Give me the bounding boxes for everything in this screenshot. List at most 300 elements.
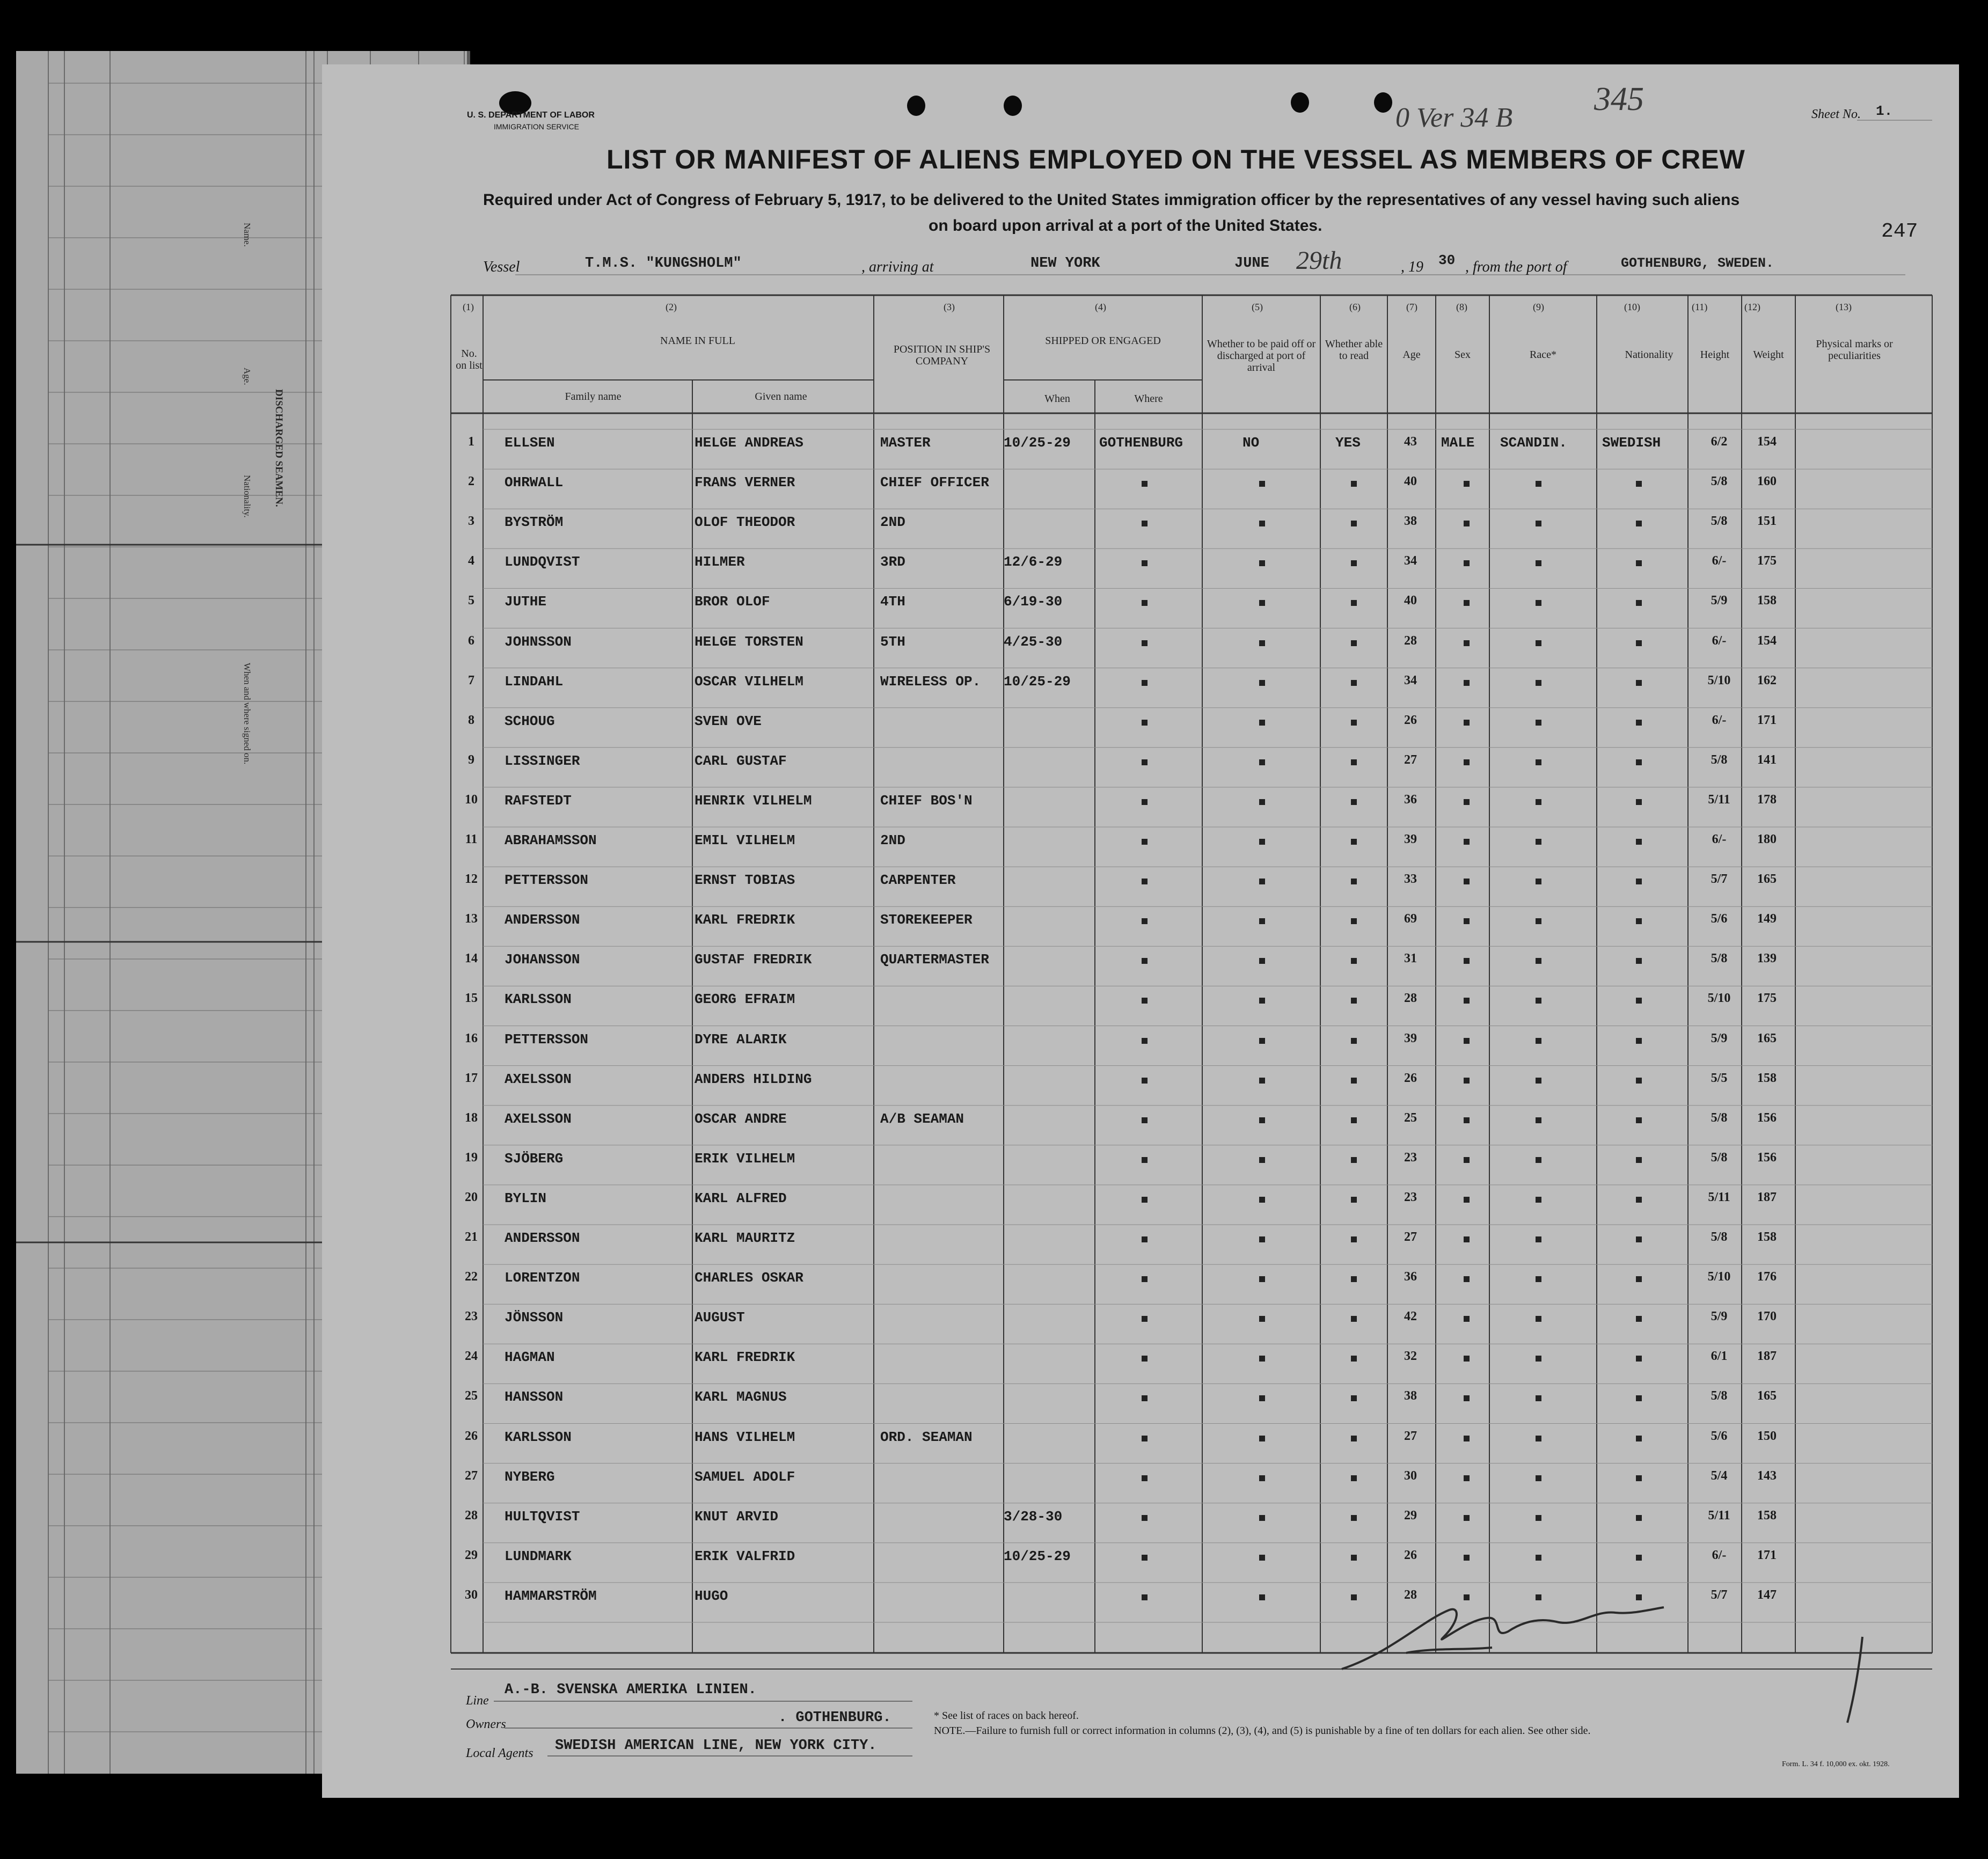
ditto-mark: [1636, 521, 1642, 526]
family-name: AXELSSON: [505, 1071, 572, 1087]
handwritten-reference: 0 Ver 34 B: [1395, 103, 1513, 133]
ditto-mark: [1636, 1236, 1642, 1242]
header-physical-marks: Physical marks or peculiarities: [1816, 338, 1893, 362]
height: 5/9: [1711, 594, 1728, 608]
age: 28: [1404, 1587, 1417, 1602]
given-name: HUGO: [695, 1587, 728, 1604]
ditto-mark: [1464, 1078, 1470, 1084]
engaged-when: 10/25-29: [1004, 673, 1071, 690]
age: 40: [1404, 474, 1417, 489]
family-name: AXELSSON: [505, 1110, 572, 1127]
family-name: HANSSON: [505, 1389, 564, 1406]
height: 5/7: [1711, 872, 1728, 887]
binding-hole: [1291, 92, 1309, 113]
ditto-mark: [1636, 1395, 1642, 1401]
height: 6/-: [1712, 832, 1727, 846]
family-name: KARLSSON: [505, 1429, 572, 1445]
row-number: 23: [465, 1309, 478, 1324]
ditto-mark: [1351, 1078, 1357, 1084]
weight: 170: [1757, 1309, 1777, 1324]
height: 5/8: [1711, 752, 1728, 767]
ship-position: 5TH: [880, 633, 905, 650]
row-number: 26: [465, 1429, 478, 1443]
header-name-in-full: NAME IN FULL: [660, 335, 735, 347]
col-number: (11): [1692, 302, 1708, 312]
height: 5/10: [1707, 991, 1731, 1006]
age: 39: [1404, 1031, 1417, 1045]
owners-label: Owners: [466, 1717, 506, 1731]
ditto-mark: [1536, 759, 1541, 765]
ship-position: ORD. SEAMAN: [880, 1429, 973, 1445]
row-number: 30: [465, 1587, 478, 1602]
ditto-mark: [1636, 879, 1642, 884]
age: 25: [1404, 1110, 1417, 1125]
ditto-mark: [1636, 1555, 1642, 1561]
paid-off-flag: NO: [1242, 435, 1260, 451]
ditto-mark: [1464, 1555, 1470, 1561]
row-number: 6: [468, 633, 474, 648]
vessel-value: T.M.S. "KUNGSHOLM": [585, 255, 742, 272]
ship-position: QUARTERMASTER: [880, 952, 989, 968]
ditto-mark: [1536, 1157, 1541, 1163]
ditto-mark: [1142, 759, 1148, 765]
weight: 165: [1757, 1031, 1777, 1045]
ditto-mark: [1351, 1555, 1357, 1561]
header-position: POSITION IN SHIP'S COMPANY: [893, 343, 991, 367]
col-number: (5): [1252, 302, 1263, 312]
binding-hole: [1004, 96, 1022, 116]
ditto-mark: [1351, 918, 1357, 924]
ditto-mark: [1464, 918, 1470, 924]
subtitle-line-1: Required under Act of Congress of February 5, 1917, to be delivered to the United States immigration officer by the representatives of any vessel having such aliens: [483, 191, 1740, 209]
ditto-mark: [1536, 560, 1541, 566]
ditto-mark: [1536, 799, 1541, 805]
arriving-label: , arriving at: [861, 259, 934, 275]
ship-position: 3RD: [880, 554, 905, 570]
row-number: 4: [468, 554, 474, 568]
weight: 162: [1757, 673, 1777, 687]
row-number: 17: [465, 1071, 478, 1085]
ditto-mark: [1464, 481, 1470, 487]
header-no-on-list: No. on list: [456, 348, 483, 371]
ditto-mark: [1636, 1038, 1642, 1044]
ditto-mark: [1536, 600, 1541, 606]
ditto-mark: [1351, 998, 1357, 1004]
age: 36: [1404, 1270, 1417, 1284]
family-name: HAGMAN: [505, 1349, 555, 1366]
weight: 187: [1757, 1349, 1777, 1364]
given-name: EMIL VILHELM: [695, 832, 795, 848]
engaged-when: 6/19-30: [1004, 594, 1063, 610]
age: 34: [1404, 554, 1417, 568]
col-number: (8): [1456, 302, 1467, 312]
ditto-mark: [1536, 481, 1541, 487]
able-to-read: YES: [1335, 435, 1361, 451]
ditto-mark: [1142, 839, 1148, 845]
agents-label: Local Agents: [466, 1746, 533, 1760]
ditto-mark: [1636, 481, 1642, 487]
family-name: SJÖBERG: [505, 1150, 564, 1167]
weight: 149: [1757, 912, 1777, 926]
ditto-mark: [1259, 720, 1265, 726]
port-value: GOTHENBURG, SWEDEN.: [1621, 255, 1774, 271]
row-number: 29: [465, 1548, 478, 1562]
ditto-mark: [1142, 1594, 1148, 1600]
race: SCANDIN.: [1500, 435, 1567, 451]
given-name: KARL FREDRIK: [695, 912, 795, 928]
ditto-mark: [1142, 1395, 1148, 1401]
ditto-mark: [1142, 1197, 1148, 1203]
ditto-mark: [1464, 720, 1470, 726]
weight: 158: [1757, 594, 1777, 608]
age: 32: [1404, 1349, 1417, 1364]
given-name: KARL MAURITZ: [695, 1230, 795, 1246]
ditto-mark: [1636, 958, 1642, 964]
ditto-mark: [1464, 1197, 1470, 1203]
ditto-mark: [1259, 958, 1265, 964]
ditto-mark: [1351, 1316, 1357, 1322]
page-title: LIST OR MANIFEST OF ALIENS EMPLOYED ON THE VESSEL AS MEMBERS OF CREW: [606, 144, 1745, 174]
height: 5/9: [1711, 1309, 1728, 1324]
family-name: OHRWALL: [505, 474, 564, 491]
ditto-mark: [1464, 640, 1470, 646]
ditto-mark: [1464, 1356, 1470, 1362]
col-number: (12): [1744, 302, 1760, 312]
ditto-mark: [1259, 1117, 1265, 1123]
age: 69: [1404, 912, 1417, 926]
nationality: SWEDISH: [1602, 435, 1661, 451]
ditto-mark: [1464, 1515, 1470, 1521]
ditto-mark: [1259, 1236, 1265, 1242]
family-name: LUNDMARK: [505, 1548, 572, 1564]
age: 38: [1404, 1389, 1417, 1403]
given-name: OSCAR VILHELM: [695, 673, 803, 690]
penalty-note: NOTE.—Failure to furnish full or correct information in columns (2), (3), (4), and (5) is punishable by a fine of ten dollars for each alien. See other side.: [934, 1725, 1591, 1737]
given-name: ERIK VILHELM: [695, 1150, 795, 1167]
age: 39: [1404, 832, 1417, 846]
ditto-mark: [1259, 521, 1265, 526]
given-name: HELGE TORSTEN: [695, 633, 803, 650]
height: 6/-: [1712, 713, 1727, 727]
ditto-mark: [1536, 1078, 1541, 1084]
given-name: GUSTAF FREDRIK: [695, 952, 812, 968]
weight: 160: [1757, 474, 1777, 489]
ditto-mark: [1259, 1276, 1265, 1282]
height: 5/8: [1711, 1150, 1728, 1165]
family-name: RAFSTEDT: [505, 792, 572, 809]
ditto-mark: [1142, 1038, 1148, 1044]
ditto-mark: [1142, 1356, 1148, 1362]
col-number: (2): [666, 302, 677, 312]
header-where: Where: [1134, 393, 1163, 405]
ditto-mark: [1351, 560, 1357, 566]
crew-manifest-sheet: [322, 64, 1959, 1798]
weight: 171: [1757, 1548, 1777, 1562]
row-number: 21: [465, 1230, 478, 1244]
ditto-mark: [1636, 1316, 1642, 1322]
ditto-mark: [1142, 958, 1148, 964]
age: 40: [1404, 594, 1417, 608]
header-shipped-engaged: SHIPPED OR ENGAGED: [1045, 335, 1161, 347]
row-number: 7: [468, 673, 474, 687]
stub-header-age: Age.: [242, 368, 252, 385]
ditto-mark: [1259, 600, 1265, 606]
ditto-mark: [1536, 1515, 1541, 1521]
ditto-mark: [1259, 1356, 1265, 1362]
ditto-mark: [1536, 1555, 1541, 1561]
header-weight: Weight: [1753, 349, 1784, 361]
weight: 158: [1757, 1230, 1777, 1244]
ditto-mark: [1259, 481, 1265, 487]
ditto-mark: [1536, 521, 1541, 526]
margin-stroke: [1841, 1631, 1873, 1728]
ditto-mark: [1536, 1436, 1541, 1441]
given-name: FRANS VERNER: [695, 474, 795, 491]
ditto-mark: [1464, 998, 1470, 1004]
engaged-when: 10/25-29: [1004, 1548, 1071, 1564]
row-number: 14: [465, 952, 478, 966]
ditto-mark: [1536, 879, 1541, 884]
weight: 158: [1757, 1508, 1777, 1523]
header-given-name: Given name: [755, 391, 807, 402]
height: 5/11: [1708, 792, 1730, 807]
sex: MALE: [1441, 435, 1475, 451]
family-name: PETTERSSON: [505, 872, 589, 889]
ditto-mark: [1636, 1197, 1642, 1203]
ditto-mark: [1259, 1555, 1265, 1561]
ditto-mark: [1536, 839, 1541, 845]
ditto-mark: [1142, 1236, 1148, 1242]
given-name: HILMER: [695, 554, 745, 570]
ditto-mark: [1464, 1236, 1470, 1242]
given-name: DYRE ALARIK: [695, 1031, 787, 1048]
weight: 154: [1757, 633, 1777, 648]
row-number: 25: [465, 1389, 478, 1403]
line-value: A.-B. SVENSKA AMERIKA LINIEN.: [505, 1682, 757, 1698]
col-number: (10): [1624, 302, 1640, 312]
age: 23: [1404, 1150, 1417, 1165]
ditto-mark: [1259, 799, 1265, 805]
ditto-mark: [1351, 1395, 1357, 1401]
ship-position: STOREKEEPER: [880, 912, 973, 928]
ditto-mark: [1351, 1356, 1357, 1362]
owners-value: . GOTHENBURG.: [778, 1710, 891, 1726]
row-number: 12: [465, 872, 478, 887]
subtitle-line-2: on board upon arrival at a port of the United States.: [929, 217, 1322, 235]
family-name: ANDERSSON: [505, 1230, 580, 1246]
height: 5/8: [1711, 1110, 1728, 1125]
header-race: Race*: [1530, 349, 1556, 361]
given-name: CARL GUSTAF: [695, 752, 787, 769]
ditto-mark: [1636, 1475, 1642, 1481]
given-name: ERIK VALFRID: [695, 1548, 795, 1564]
ditto-mark: [1259, 1316, 1265, 1322]
row-number: 9: [468, 752, 474, 767]
ditto-mark: [1259, 1197, 1265, 1203]
ditto-mark: [1351, 1197, 1357, 1203]
ditto-mark: [1259, 759, 1265, 765]
ditto-mark: [1259, 560, 1265, 566]
age: 28: [1404, 991, 1417, 1006]
ditto-mark: [1351, 720, 1357, 726]
age: 34: [1404, 673, 1417, 687]
height: 6/-: [1712, 1548, 1727, 1562]
ditto-mark: [1142, 1276, 1148, 1282]
weight: 156: [1757, 1150, 1777, 1165]
ditto-mark: [1464, 560, 1470, 566]
height: 6/-: [1712, 554, 1727, 568]
ditto-mark: [1536, 1356, 1541, 1362]
weight: 175: [1757, 554, 1777, 568]
height: 5/8: [1711, 952, 1728, 966]
row-number: 28: [465, 1508, 478, 1523]
family-name: JÖNSSON: [505, 1309, 564, 1326]
family-name: LUNDQVIST: [505, 554, 580, 570]
ditto-mark: [1259, 640, 1265, 646]
ditto-mark: [1536, 1197, 1541, 1203]
ditto-mark: [1351, 1236, 1357, 1242]
ditto-mark: [1536, 640, 1541, 646]
given-name: KNUT ARVID: [695, 1508, 779, 1525]
ditto-mark: [1636, 839, 1642, 845]
family-name: JOHNSSON: [505, 633, 572, 650]
row-number: 1: [468, 435, 474, 449]
family-name: BYLIN: [505, 1190, 547, 1206]
ditto-mark: [1636, 1157, 1642, 1163]
ditto-mark: [1351, 680, 1357, 686]
ditto-mark: [1536, 998, 1541, 1004]
col-number: (4): [1095, 302, 1106, 312]
ditto-mark: [1142, 1157, 1148, 1163]
ditto-mark: [1464, 1475, 1470, 1481]
ditto-mark: [1464, 1038, 1470, 1044]
header-family-name: Family name: [565, 391, 622, 402]
stub-header-signed-on: When and where signed on.: [242, 663, 252, 765]
ditto-mark: [1464, 799, 1470, 805]
line-label: Line: [466, 1694, 489, 1708]
weight: 175: [1757, 991, 1777, 1006]
family-name: HAMMARSTRÖM: [505, 1587, 597, 1604]
given-name: ANDERS HILDING: [695, 1071, 812, 1087]
ditto-mark: [1259, 1157, 1265, 1163]
ditto-mark: [1464, 839, 1470, 845]
header-age: Age: [1402, 349, 1421, 361]
row-number: 15: [465, 991, 478, 1006]
given-name: OLOF THEODOR: [695, 514, 795, 531]
ditto-mark: [1259, 1475, 1265, 1481]
height: 5/11: [1708, 1190, 1730, 1204]
given-name: ERNST TOBIAS: [695, 872, 795, 889]
height: 5/10: [1707, 1270, 1731, 1284]
port-label: , from the port of: [1465, 259, 1567, 275]
engaged-when: 12/6-29: [1004, 554, 1063, 570]
ship-position: WIRELESS OP.: [880, 673, 981, 690]
row-number: 2: [468, 474, 474, 489]
row-number: 18: [465, 1110, 478, 1125]
age: 26: [1404, 713, 1417, 727]
col-number: (1): [463, 302, 474, 312]
row-number: 24: [465, 1349, 478, 1364]
ditto-mark: [1351, 759, 1357, 765]
ditto-mark: [1142, 879, 1148, 884]
header-sex: Sex: [1455, 349, 1471, 361]
ditto-mark: [1636, 600, 1642, 606]
ditto-mark: [1259, 1078, 1265, 1084]
height: 5/7: [1711, 1587, 1728, 1602]
family-name: BYSTRÖM: [505, 514, 564, 531]
ditto-mark: [1636, 1515, 1642, 1521]
ditto-mark: [1351, 799, 1357, 805]
race-footnote: * See list of races on back hereof.: [934, 1710, 1079, 1722]
ditto-mark: [1464, 521, 1470, 526]
ditto-mark: [1259, 1515, 1265, 1521]
ditto-mark: [1351, 879, 1357, 884]
ship-position: A/B SEAMAN: [880, 1110, 964, 1127]
ditto-mark: [1351, 600, 1357, 606]
row-number: 19: [465, 1150, 478, 1165]
weight: 150: [1757, 1429, 1777, 1443]
ditto-mark: [1636, 640, 1642, 646]
ditto-mark: [1259, 879, 1265, 884]
weight: 187: [1757, 1190, 1777, 1204]
height: 5/8: [1711, 1230, 1728, 1244]
given-name: KARL ALFRED: [695, 1190, 787, 1206]
ditto-mark: [1351, 839, 1357, 845]
ditto-mark: [1142, 1475, 1148, 1481]
ship-position: 2ND: [880, 514, 905, 531]
age: 27: [1404, 1429, 1417, 1443]
ditto-mark: [1259, 1038, 1265, 1044]
col-number: (3): [944, 302, 955, 312]
ditto-mark: [1536, 1236, 1541, 1242]
header-nationality: Nationality: [1625, 349, 1673, 361]
height: 5/8: [1711, 474, 1728, 489]
given-name: SVEN OVE: [695, 713, 762, 729]
ditto-mark: [1142, 1436, 1148, 1441]
ditto-mark: [1636, 680, 1642, 686]
given-name: BROR OLOF: [695, 594, 770, 610]
ditto-mark: [1142, 1555, 1148, 1561]
ditto-mark: [1142, 640, 1148, 646]
weight: 147: [1757, 1587, 1777, 1602]
ship-position: 4TH: [880, 594, 905, 610]
family-name: JOHANSSON: [505, 952, 580, 968]
vessel-label: Vessel: [483, 259, 520, 275]
binding-hole: [907, 96, 925, 116]
table-ruling: [322, 64, 1959, 1798]
weight: 178: [1757, 792, 1777, 807]
ditto-mark: [1259, 839, 1265, 845]
header-height: Height: [1700, 349, 1730, 361]
ditto-mark: [1259, 1436, 1265, 1441]
height: 5/5: [1711, 1071, 1728, 1085]
ditto-mark: [1536, 1475, 1541, 1481]
stub-header-nationality: Nationality.: [242, 475, 252, 518]
arriving-value: NEW YORK: [1030, 255, 1100, 272]
ditto-mark: [1142, 600, 1148, 606]
officer-signature: [1326, 1589, 1701, 1680]
ditto-mark: [1464, 1395, 1470, 1401]
age: 28: [1404, 633, 1417, 648]
given-name: OSCAR ANDRE: [695, 1110, 787, 1127]
ditto-mark: [1636, 799, 1642, 805]
weight: 171: [1757, 713, 1777, 727]
stamp-number: 247: [1881, 220, 1918, 243]
ditto-mark: [1536, 1117, 1541, 1123]
weight: 143: [1757, 1468, 1777, 1483]
ditto-mark: [1351, 1436, 1357, 1441]
ditto-mark: [1536, 958, 1541, 964]
